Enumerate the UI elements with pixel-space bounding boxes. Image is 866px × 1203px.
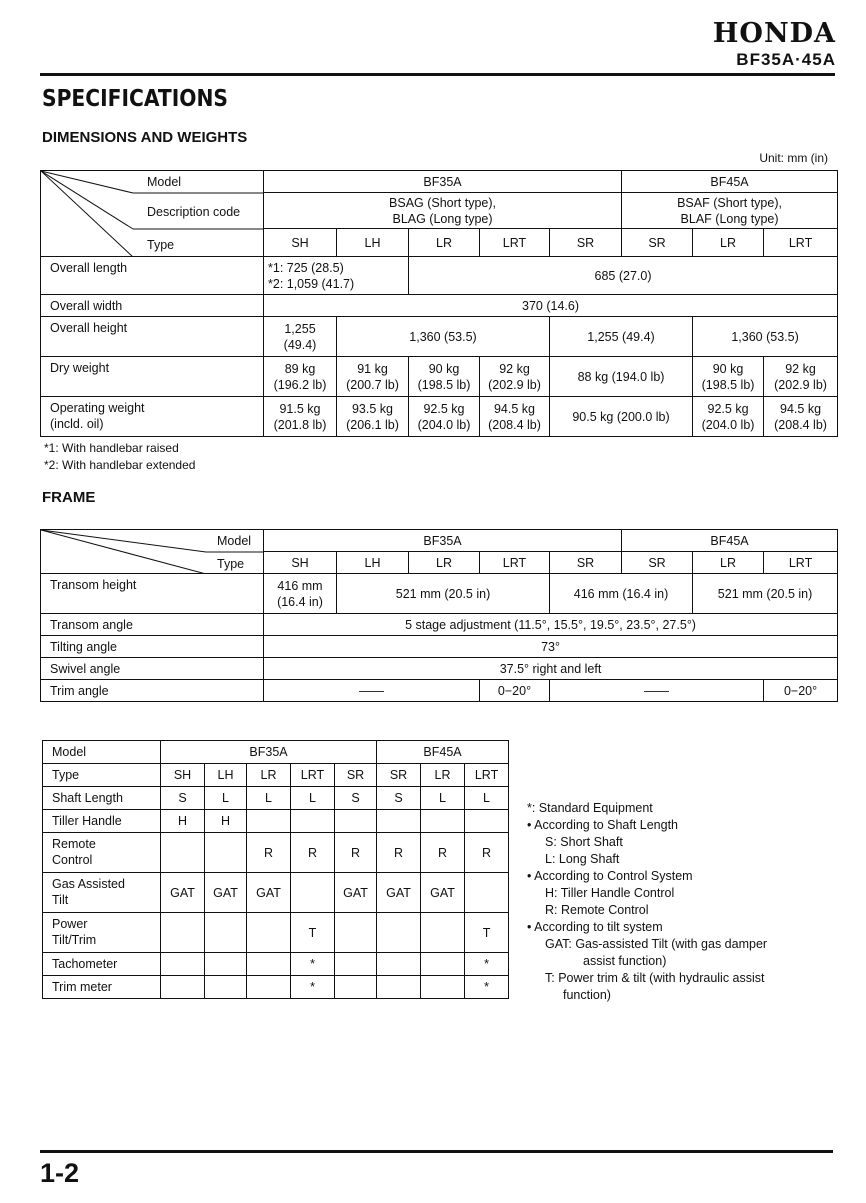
equip-cell [161,953,205,976]
legend-line: R: Remote Control [545,903,649,917]
operating-weight-cell: 92.5 kg (204.0 lb) [409,397,480,437]
legend-line: • According to Control System [527,869,693,883]
type-cell: LRT [764,552,838,574]
equip-label-shaft: Shaft Length [43,787,161,810]
section-title-dimensions: DIMENSIONS AND WEIGHTS [42,129,248,146]
equip-type-cell: LR [247,764,291,787]
equip-cell: L [421,787,465,810]
tilting-angle-value: 73° [264,636,838,658]
equip-cell [205,953,247,976]
equip-cell [377,953,421,976]
legend-line: • According to Shaft Length [527,818,679,832]
equip-cell [465,810,509,833]
equip-label-tiller: Tiller Handle [43,810,161,833]
frame-corner-header [41,530,264,574]
equip-cell [377,913,421,953]
equip-type-cell: LRT [465,764,509,787]
row-label-tilting-angle: Tilting angle [41,636,264,658]
corner-model-label: Model [147,175,182,189]
type-cell: SH [264,229,337,257]
type-cell: LR [409,229,480,257]
equip-label-remote: Remote Control [43,833,161,873]
operating-weight-cell: 91.5 kg (201.8 lb) [264,397,337,437]
legend-line: assist function) [583,954,667,968]
dry-weight-cell: 90 kg (198.5 lb) [409,357,480,397]
dry-weight-lrt45: 92 kg (202.9 lb) [764,357,838,397]
transom-height-lh-lrt: 521 mm (20.5 in) [337,574,550,614]
model-code: BF35A·45A [736,50,836,69]
corner-model-label: Model [217,534,252,548]
swivel-angle-value: 37.5° right and left [264,658,838,680]
equip-cell [205,976,247,999]
equip-type-cell: SH [161,764,205,787]
footnote-2: *2: With handlebar extended [44,458,196,472]
top-rule [40,73,835,76]
equip-type-cell: LR [421,764,465,787]
type-cell: LR [409,552,480,574]
transom-height-bf45a: 521 mm (20.5 in) [693,574,838,614]
operating-weight-sr: 90.5 kg (200.0 lb) [550,397,693,437]
model-bf35a: BF35A [264,530,622,552]
overall-width-value: 370 (14.6) [264,295,838,317]
legend-line: H: Tiller Handle Control [545,886,675,900]
type-cell: SR [550,229,622,257]
trim-angle-lrt-bf35a: 0−20° [480,680,550,702]
type-cell: LH [337,229,409,257]
row-label-operating-weight: Operating weight (incld. oil) [41,397,264,437]
frame-table [40,529,838,702]
equip-cell: S [161,787,205,810]
brand-logo: HONDA [712,18,836,49]
equip-cell [205,913,247,953]
equip-cell [247,953,291,976]
trim-angle-lrt-bf45a: 0−20° [764,680,838,702]
dry-weight-sr: 88 kg (194.0 lb) [550,357,693,397]
overall-length-others: 685 (27.0) [409,257,838,295]
unit-label: Unit: mm (in) [759,151,828,165]
equip-cell [161,833,205,873]
equip-cell [247,810,291,833]
corner-desc-label: Description code [147,205,241,219]
legend-line: function) [563,988,611,1002]
equip-cell: GAT [377,873,421,913]
dimensions-corner-header [41,171,264,257]
equip-cell [335,913,377,953]
equip-cell: GAT [335,873,377,913]
equip-cell: H [205,810,247,833]
equip-cell [291,810,335,833]
equip-cell [247,913,291,953]
dry-weight-lr45: 90 kg (198.5 lb) [693,357,764,397]
equip-cell [291,873,335,913]
type-cell: LH [337,552,409,574]
equip-label-type: Type [43,764,161,787]
equip-cell: H [161,810,205,833]
row-label-overall-height: Overall height [41,317,264,357]
trim-angle-none-bf35a: —— [264,680,480,702]
equip-label-gas: Gas Assisted Tilt [43,873,161,913]
equip-cell: L [205,787,247,810]
legend-line: T: Power trim & tilt (with hydraulic assist [545,971,765,985]
equipment-legend [527,800,767,1004]
type-cell: LR [693,552,764,574]
equip-cell [205,833,247,873]
legend-line: • According to tilt system [527,920,663,934]
overall-length-sh-lh: *1: 725 (28.5) *2: 1,059 (41.7) [264,257,409,295]
equip-cell: * [465,953,509,976]
equip-cell [377,976,421,999]
overall-height-sr: 1,255 (49.4) [550,317,693,357]
equipment-table [42,740,509,999]
dry-weight-cell: 89 kg (196.2 lb) [264,357,337,397]
type-cell: SR [550,552,622,574]
equip-cell: L [247,787,291,810]
row-label-trim-angle: Trim angle [41,680,264,702]
page-title: SPECIFICATIONS [42,86,228,112]
equip-cell [335,953,377,976]
dry-weight-cell: 92 kg (202.9 lb) [480,357,550,397]
equip-cell [335,810,377,833]
equip-label-tacho: Tachometer [43,953,161,976]
equip-cell: GAT [247,873,291,913]
row-label-dry-weight: Dry weight [41,357,264,397]
desc-code-bf35a: BSAG (Short type), BLAG (Long type) [264,193,622,229]
type-cell: LRT [480,552,550,574]
equip-type-cell: LRT [291,764,335,787]
equip-label-power: Power Tilt/Trim [43,913,161,953]
operating-weight-lr45: 92.5 kg (204.0 lb) [693,397,764,437]
equip-cell [247,976,291,999]
row-label-transom-height: Transom height [41,574,264,614]
equip-cell: S [377,787,421,810]
footnote-1: *1: With handlebar raised [44,441,179,455]
equip-type-cell: SR [377,764,421,787]
operating-weight-cell: 93.5 kg (206.1 lb) [337,397,409,437]
legend-line: GAT: Gas-assisted Tilt (with gas damper [545,937,768,951]
equip-cell: R [465,833,509,873]
type-cell: LR [693,229,764,257]
equip-cell: S [335,787,377,810]
dimensions-table [40,170,838,437]
type-cell: LRT [480,229,550,257]
equip-model-bf45a: BF45A [377,741,509,764]
equip-cell [161,976,205,999]
bottom-rule [40,1150,833,1153]
equip-cell: T [465,913,509,953]
model-bf45a: BF45A [622,171,838,193]
equip-cell: GAT [161,873,205,913]
page-number: 1-2 [40,1158,80,1188]
transom-height-sh: 416 mm (16.4 in) [264,574,337,614]
equip-cell: * [465,976,509,999]
type-cell: SR [622,229,693,257]
type-cell: LRT [764,229,838,257]
equip-cell: R [291,833,335,873]
type-cell: SR [622,552,693,574]
equip-cell: GAT [421,873,465,913]
equip-cell: T [291,913,335,953]
model-bf35a: BF35A [264,171,622,193]
equip-label-trim-meter: Trim meter [43,976,161,999]
equip-cell: R [421,833,465,873]
equip-cell: R [247,833,291,873]
equip-type-cell: LH [205,764,247,787]
equip-cell [421,953,465,976]
transom-angle-value: 5 stage adjustment (11.5°, 15.5°, 19.5°, 23.5°, 27.5°) [264,614,838,636]
row-label-overall-length: Overall length [41,257,264,295]
row-label-overall-width: Overall width [41,295,264,317]
equip-cell: L [291,787,335,810]
corner-type-label: Type [217,557,245,571]
legend-line: *: Standard Equipment [527,801,653,815]
transom-height-sr: 416 mm (16.4 in) [550,574,693,614]
equip-cell: * [291,976,335,999]
equip-type-cell: SR [335,764,377,787]
trim-angle-none-bf45a: —— [550,680,764,702]
equip-cell [465,873,509,913]
legend-line: S: Short Shaft [545,835,623,849]
equip-cell [421,913,465,953]
section-title-frame: FRAME [42,489,96,506]
row-label-swivel-angle: Swivel angle [41,658,264,680]
equip-cell: * [291,953,335,976]
equip-cell [161,913,205,953]
type-cell: SH [264,552,337,574]
dry-weight-cell: 91 kg (200.7 lb) [337,357,409,397]
equip-cell: GAT [205,873,247,913]
equip-cell: L [465,787,509,810]
equip-cell [421,976,465,999]
overall-height-sh: 1,255 (49.4) [264,317,337,357]
equip-cell: R [377,833,421,873]
overall-height-lh-lrt: 1,360 (53.5) [337,317,550,357]
operating-weight-cell: 94.5 kg (208.4 lb) [480,397,550,437]
equip-cell [377,810,421,833]
model-bf45a: BF45A [622,530,838,552]
legend-line: L: Long Shaft [545,852,620,866]
equip-cell: R [335,833,377,873]
equip-model-bf35a: BF35A [161,741,377,764]
row-label-transom-angle: Transom angle [41,614,264,636]
equip-cell [335,976,377,999]
operating-weight-lrt45: 94.5 kg (208.4 lb) [764,397,838,437]
corner-type-label: Type [147,238,175,252]
desc-code-bf45a: BSAF (Short type), BLAF (Long type) [622,193,838,229]
equip-cell [421,810,465,833]
overall-height-bf45a: 1,360 (53.5) [693,317,838,357]
equip-label-model: Model [43,741,161,764]
